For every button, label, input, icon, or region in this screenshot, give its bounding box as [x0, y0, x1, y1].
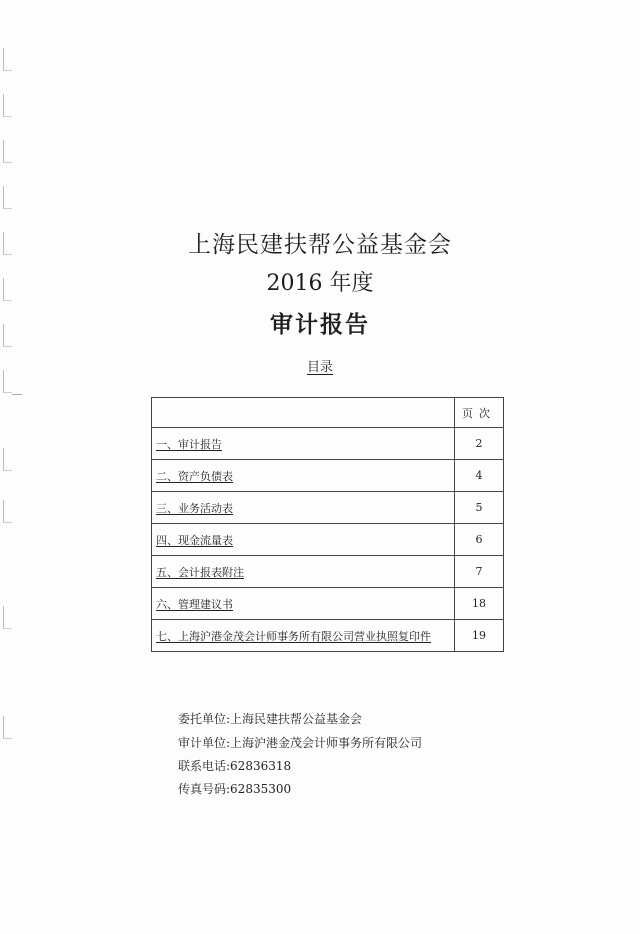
report-title: 审计报告 [270, 311, 370, 338]
toc-page-cell: 19 [455, 620, 504, 652]
toc-item-link[interactable]: 一、审计报告 [156, 437, 222, 451]
toc-page-cell: 6 [455, 524, 504, 556]
auditor-value: 上海沪港金茂会计师事务所有限公司 [230, 736, 423, 750]
binder-mark [3, 606, 12, 629]
fax-value: 62835300 [230, 782, 292, 796]
toc-item-link[interactable]: 四、现金流量表 [156, 533, 233, 547]
toc-title-cell [152, 524, 455, 556]
binder-mark [3, 716, 12, 739]
auditor-label: 审计单位: [178, 736, 231, 750]
toc-title-cell [152, 556, 455, 588]
toc-row[interactable] [152, 428, 504, 460]
binder-mark [3, 186, 12, 209]
toc-row[interactable] [152, 620, 504, 652]
toc-title-cell [152, 492, 455, 524]
toc-row[interactable] [152, 492, 504, 524]
auditor-line [178, 734, 422, 751]
toc-row[interactable] [152, 524, 504, 556]
org-name-title: 上海民建扶帮公益基金会 [188, 232, 452, 258]
client-label: 委托单位: [178, 712, 231, 726]
toc-title-cell [152, 460, 455, 492]
binder-mark [3, 48, 12, 71]
toc-item-link[interactable]: 五、会计报表附注 [156, 565, 244, 579]
fax-line [178, 780, 291, 797]
toc-page-cell: 7 [455, 556, 504, 588]
toc-item-link[interactable]: 二、资产负债表 [156, 469, 233, 483]
phone-value: 62836318 [230, 759, 292, 773]
toc-page-cell: 5 [455, 492, 504, 524]
toc-item-link[interactable]: 三、业务活动表 [156, 501, 233, 515]
toc-row[interactable] [152, 556, 504, 588]
toc-page-cell: 18 [455, 588, 504, 620]
client-line [178, 710, 362, 727]
toc-heading-text: 目录 [306, 360, 333, 375]
toc-header-title-cell [152, 398, 455, 428]
toc-title-cell [152, 428, 455, 460]
toc-header-page-cell: 页次 [455, 398, 504, 428]
binder-mark [3, 140, 12, 163]
binder-mark [3, 94, 12, 117]
binder-mark [3, 500, 12, 523]
fax-label: 传真号码: [178, 782, 231, 796]
binder-mark [3, 448, 12, 471]
toc-title-cell [152, 620, 455, 652]
toc-item-link[interactable]: 六、管理建议书 [156, 597, 233, 611]
toc-header-row [152, 398, 504, 428]
year-title: 2016 年度 [266, 271, 374, 296]
toc-heading [0, 356, 640, 375]
toc-row[interactable] [152, 588, 504, 620]
phone-label: 联系电话: [178, 759, 231, 773]
toc-page-cell: 4 [455, 460, 504, 492]
toc-item-link[interactable]: 七、上海沪港金茂会计师事务所有限公司营业执照复印件 [156, 629, 431, 643]
scan-mark [12, 394, 22, 405]
client-value: 上海民建扶帮公益基金会 [230, 712, 363, 726]
toc-page-cell: 2 [455, 428, 504, 460]
phone-line [178, 757, 291, 774]
toc-row[interactable] [152, 460, 504, 492]
toc-table [151, 397, 504, 652]
toc-title-cell [152, 588, 455, 620]
